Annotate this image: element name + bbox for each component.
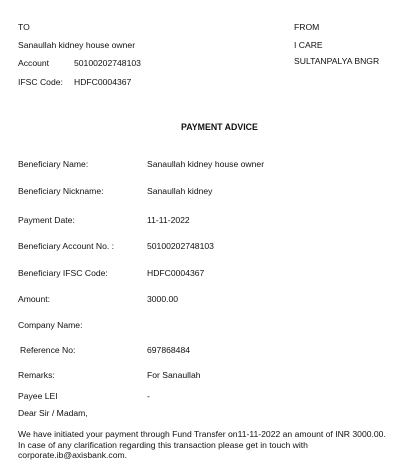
to-ifsc-label: IFSC Code: (18, 77, 63, 87)
field-label-account-number: Beneficiary Account No. : (18, 241, 115, 251)
from-heading: FROM (294, 22, 320, 32)
to-account-label: Account (18, 58, 50, 68)
field-label-remarks: Remarks: (18, 370, 55, 380)
field-value-beneficiary-name: Sanaullah kidney house owner (147, 159, 265, 169)
field-label-beneficiary-name: Beneficiary Name: (18, 159, 89, 169)
field-value-beneficiary-nickname: Sanaullah kidney (147, 186, 213, 196)
to-ifsc-value: HDFC0004367 (74, 77, 132, 87)
to-account-value: 50100202748103 (74, 58, 141, 68)
field-label-ifsc-code: Beneficiary IFSC Code: (18, 268, 108, 278)
from-line-2: SULTANPALYA BNGR (294, 56, 380, 66)
to-name: Sanaullah kidney house owner (18, 40, 136, 50)
field-label-beneficiary-nickname: Beneficiary Nickname: (18, 186, 104, 196)
field-value-amount: 3000.00 (147, 294, 179, 304)
field-value-ifsc-code: HDFC0004367 (147, 268, 205, 278)
salutation: Dear Sir / Madam, (18, 408, 88, 418)
body-paragraph: We have initiated your payment through Fund Transfer on11-11-2022 an amount of INR 3000.00. In case of any clarification regarding this transaction please get in touch with corporate.ib@axisbank.com. (18, 429, 386, 461)
field-label-payment-date: Payment Date: (18, 215, 75, 225)
field-value-account-number: 50100202748103 (147, 241, 214, 251)
field-label-amount: Amount: (18, 294, 51, 304)
page-title: PAYMENT ADVICE (181, 122, 258, 132)
to-heading: TO (18, 22, 30, 32)
field-label-company-name: Company Name: (18, 320, 83, 330)
from-line-1: I CARE (294, 40, 323, 50)
field-value-reference-no: 697868484 (147, 345, 191, 355)
field-value-payee-lei: - (147, 391, 150, 401)
field-value-payment-date: 11-11-2022 (147, 215, 190, 225)
field-label-payee-lei: Payee LEI (18, 391, 58, 401)
field-value-remarks: For Sanaullah (147, 370, 201, 380)
field-label-reference-no: Reference No: (20, 345, 76, 355)
